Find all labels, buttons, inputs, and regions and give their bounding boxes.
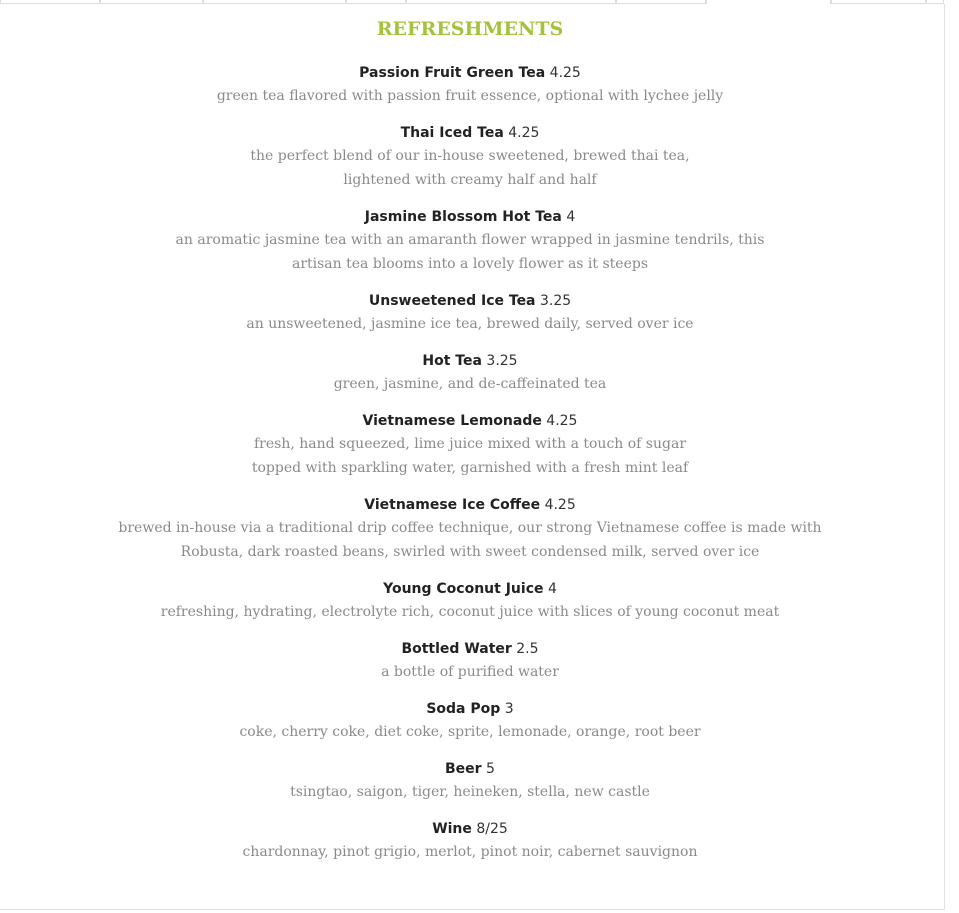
menu-item — [0, 64, 940, 108]
menu-item-price: 8/25 — [476, 821, 508, 837]
menu-item — [0, 496, 940, 564]
menu-item-heading — [0, 700, 940, 718]
page-scrollbar[interactable] — [945, 0, 959, 913]
menu-item-description: fresh, hand squeezed, lime juice mixed with a touch of sugar topped with sparkling water, garnished with a fresh mint leaf — [251, 436, 689, 476]
menu-item-heading — [0, 412, 940, 430]
menu-item-description: tsingtao, saigon, tiger, heineken, stella, new castle — [290, 784, 650, 800]
menu-item-description: an unsweetened, jasmine ice tea, brewed daily, served over ice — [246, 316, 694, 332]
menu-item-heading — [0, 292, 940, 310]
menu-item — [0, 760, 940, 804]
menu-item-description: coke, cherry coke, diet coke, sprite, lemonade, orange, root beer — [239, 724, 701, 740]
menu-item-description: refreshing, hydrating, electrolyte rich, coconut juice with slices of young coconut meat — [160, 604, 780, 620]
menu-item-name: Vietnamese Ice Coffee — [364, 497, 541, 513]
menu-item-heading — [0, 352, 940, 370]
menu-item-heading — [0, 580, 940, 598]
menu-item — [0, 352, 940, 396]
menu-item-heading — [0, 496, 940, 514]
menu-item-price: 3.25 — [539, 293, 572, 309]
menu-list — [0, 64, 940, 880]
menu-item-name: Hot Tea — [422, 353, 482, 369]
menu-item — [0, 292, 940, 336]
menu-item-price: 3.25 — [486, 353, 518, 369]
menu-item-description: brewed in-house via a traditional drip coffee technique, our strong Vietnamese coffee is made with Robusta, dark roasted beans, swirled with sweet condensed milk, served over ice — [118, 520, 822, 560]
menu-panel — [0, 4, 945, 910]
menu-item-description: a bottle of purified water — [381, 664, 559, 680]
menu-item-price: 4.25 — [544, 497, 576, 513]
menu-item-price: 3 — [504, 701, 514, 717]
menu-item-heading — [0, 208, 940, 226]
menu-item-name: Beer — [445, 761, 482, 777]
menu-item-description: the perfect blend of our in-house sweetened, brewed thai tea, lightened with creamy half and half — [250, 148, 690, 188]
menu-item-name: Jasmine Blossom Hot Tea — [364, 209, 562, 225]
menu-item — [0, 820, 940, 864]
menu-item — [0, 124, 940, 192]
menu-item — [0, 700, 940, 744]
menu-item-description: an aromatic jasmine tea with an amaranth flower wrapped in jasmine tendrils, this artisan tea blooms into a lovely flower as it steeps — [175, 232, 765, 272]
menu-item — [0, 412, 940, 480]
menu-item-name: Unsweetened Ice Tea — [368, 293, 536, 309]
menu-item-price: 2.5 — [516, 641, 539, 657]
menu-item-price: 4.25 — [508, 125, 540, 141]
menu-item-name: Soda Pop — [426, 701, 501, 717]
menu-item-description: green tea flavored with passion fruit essence, optional with lychee jelly — [216, 88, 724, 104]
menu-item-name: Passion Fruit Green Tea — [359, 65, 546, 81]
menu-item-heading — [0, 760, 940, 778]
menu-item-name: Young Coconut Juice — [383, 581, 544, 597]
menu-item-heading — [0, 640, 940, 658]
menu-item-price: 5 — [486, 761, 495, 777]
menu-item-heading — [0, 64, 940, 82]
menu-item — [0, 580, 940, 624]
menu-item-price: 4 — [547, 581, 557, 597]
menu-item-name: Thai Iced Tea — [400, 125, 504, 141]
menu-item-price: 4.25 — [549, 65, 581, 81]
menu-item-price: 4.25 — [546, 413, 578, 429]
menu-item — [0, 640, 940, 684]
menu-item-description: chardonnay, pinot grigio, merlot, pinot noir, cabernet sauvignon — [242, 844, 698, 860]
menu-item-name: Vietnamese Lemonade — [362, 413, 542, 429]
menu-item-heading — [0, 820, 940, 838]
menu-item-description: green, jasmine, and de-caffeinated tea — [333, 376, 607, 392]
menu-item-heading — [0, 124, 940, 142]
menu-item-price: 4 — [566, 209, 576, 225]
menu-item — [0, 208, 940, 276]
menu-item-name: Wine — [432, 821, 472, 837]
section-title: REFRESHMENTS — [376, 18, 564, 40]
menu-item-name: Bottled Water — [401, 641, 512, 657]
